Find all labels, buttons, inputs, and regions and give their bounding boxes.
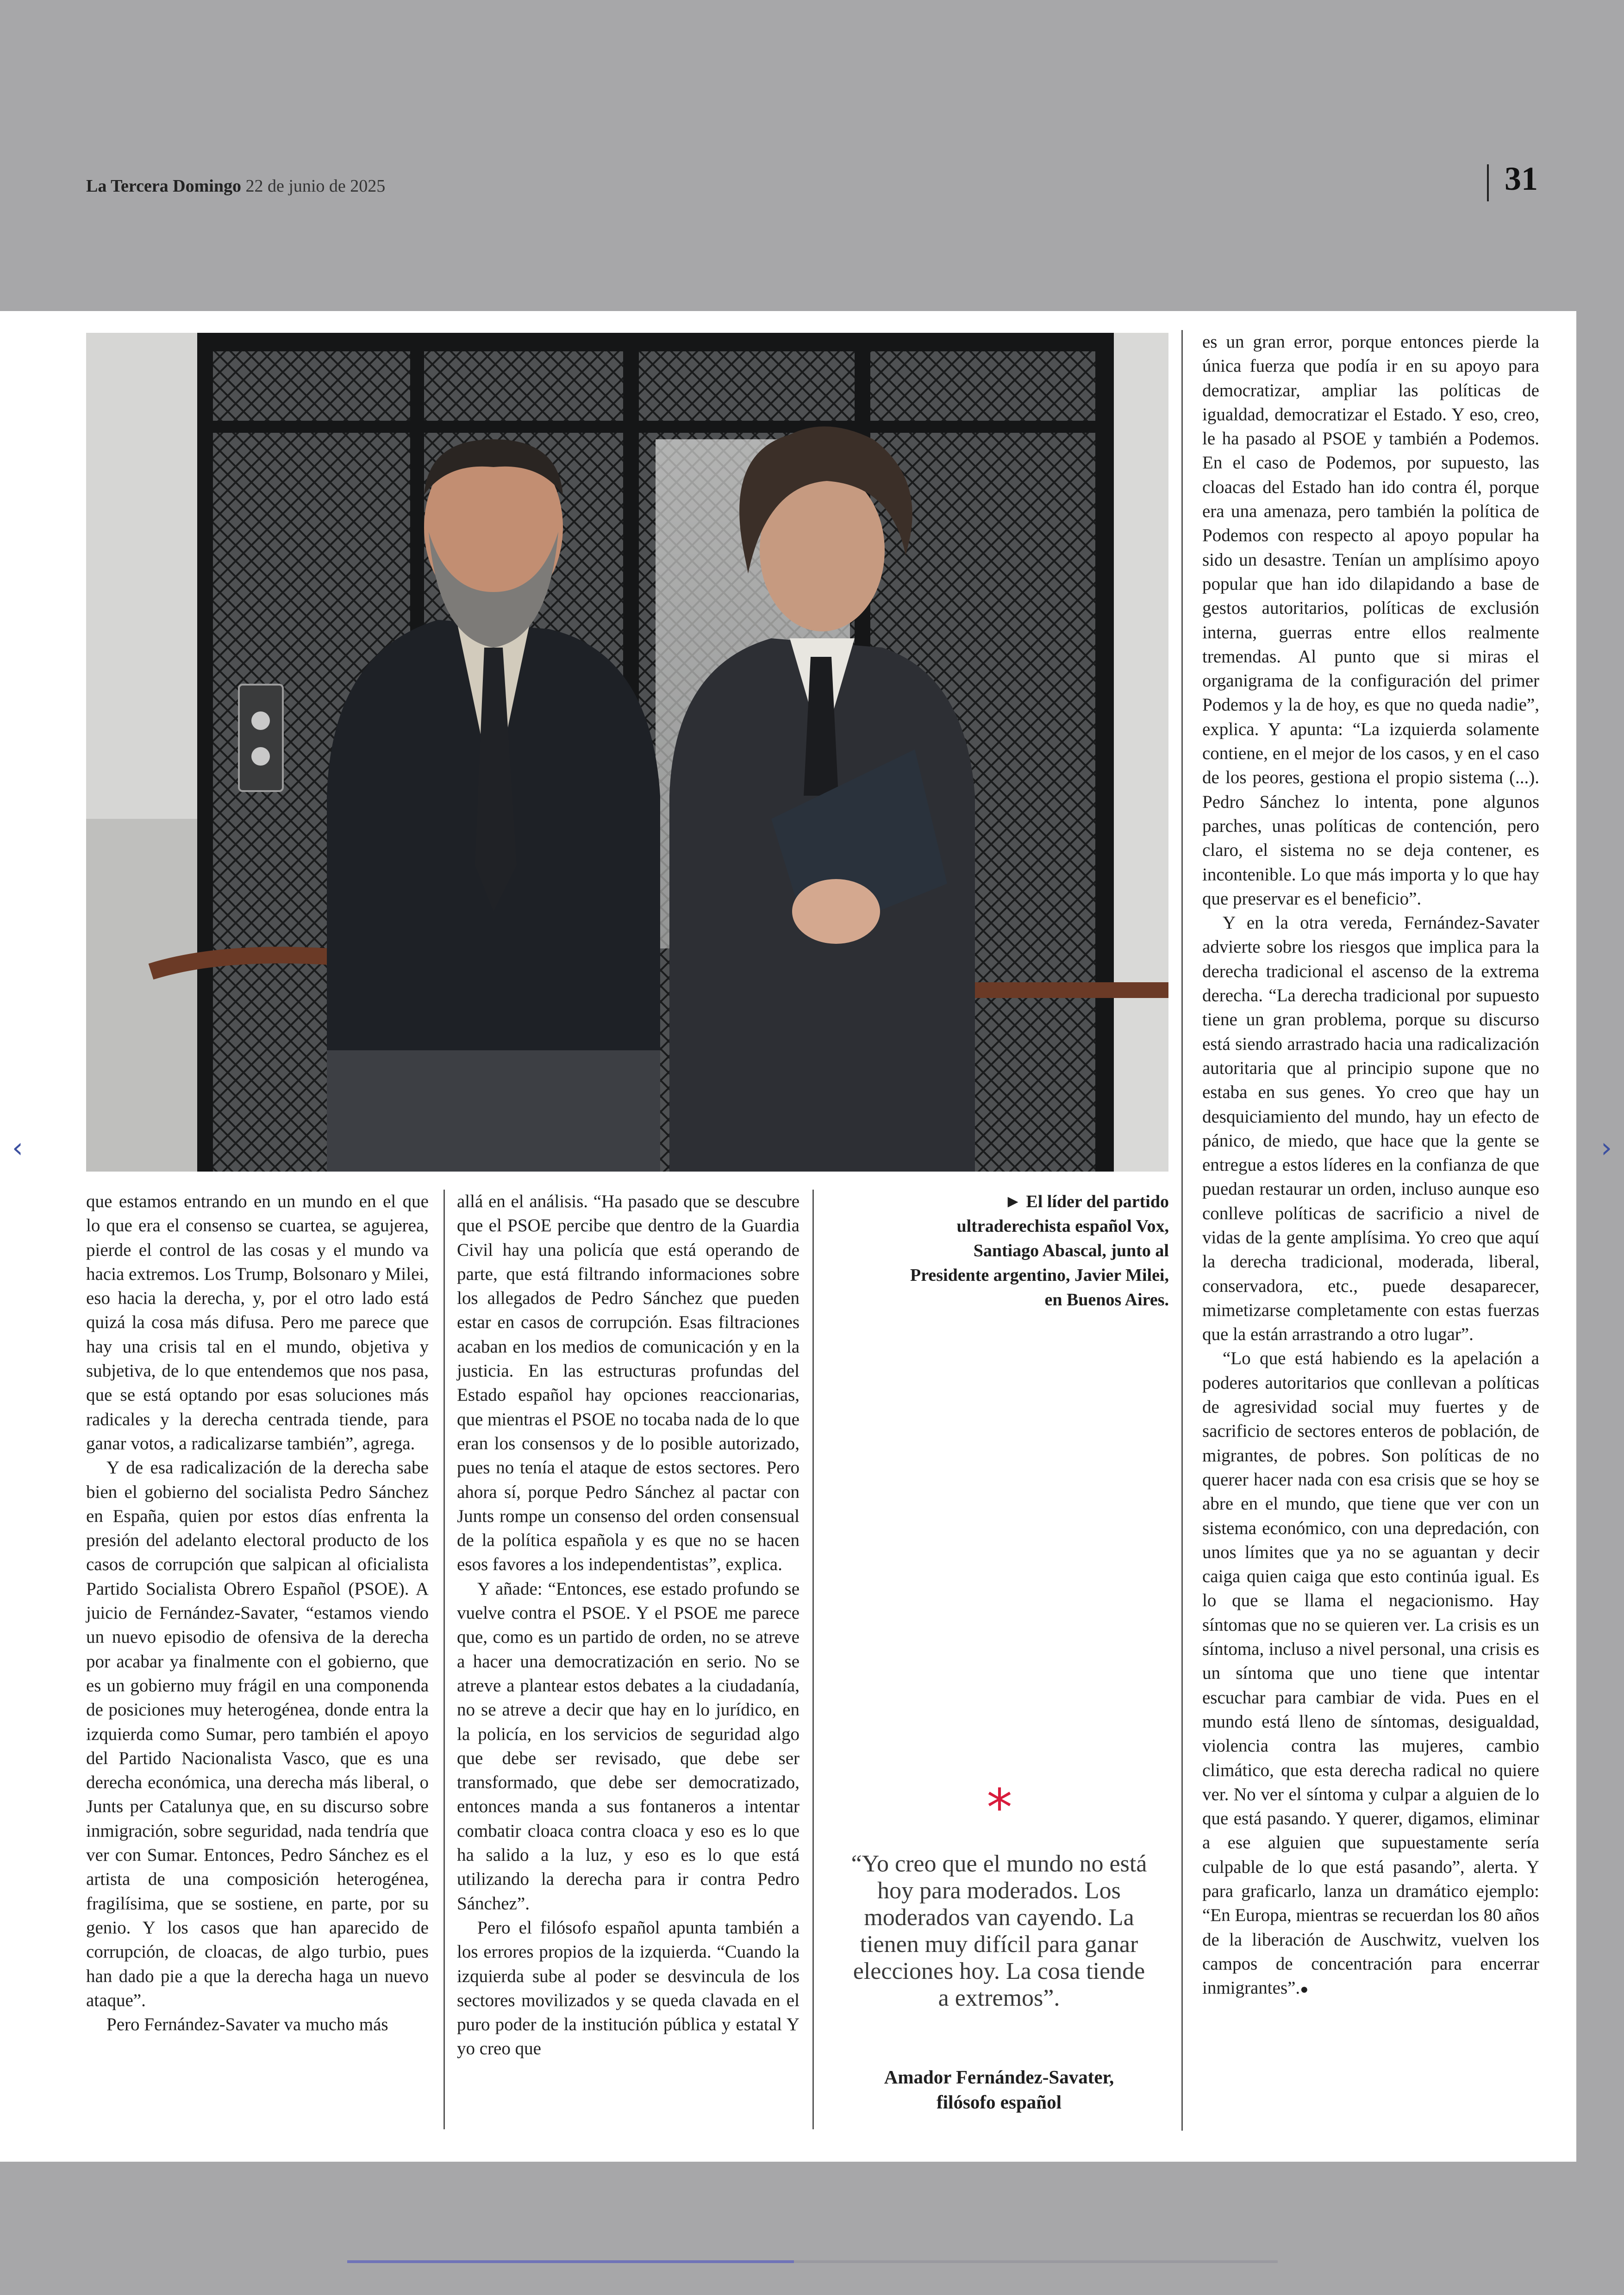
asterisk-icon: * xyxy=(987,1778,1012,1837)
publication-name: La Tercera Domingo xyxy=(86,176,241,196)
paragraph: Y añade: “Entonces, ese estado profundo se vuelve contra el PSOE. Y el PSOE me parece que, como es un partido de orden, no se atreve a hacer una democratización en serio. No se atreve a plantear estos debates a la ciudadanía, no se atreve a decir que hay en lo jurídico, en la policía, en los servicios de seguridad algo que debe ser revisado, que debe ser transformado, que debe ser democratizado, entonces manda a sus fontaneros a intentar combatir cloaca contra cloaca y eso es lo que ha salido a la luz, y eso es lo que está utilizando la derecha para ir contra Pedro Sánchez”. xyxy=(457,1578,800,1914)
column-divider xyxy=(812,1190,814,2129)
page-number: 31 xyxy=(1505,160,1538,197)
column-divider xyxy=(1181,330,1183,2131)
end-of-article-icon: ● xyxy=(1300,1982,1309,1997)
paragraph: Pero el filósofo español apunta también a los errores propios de la izquierda. “Cuando la izquierda sube al poder se desvincula de los sectores movilizados y se queda clavada en el puro poder de la institución pública y estatal Y yo creo que xyxy=(457,1917,800,2059)
paragraph-text: “Lo que está habiendo es la apelación a poderes autoritarios que conllevan a políticas de agresividad social muy fuertes y de sacrificio de sectores enteros de población, de migrantes, de pobres. Son políticas de no querer hacer nada con esa crisis que se hoy se abre en el mundo, que tiene que ver con un sistema económico, con una depredación, con unos límites que ya no se aguantan y decir caiga quien caiga que esto continúa igual. Es lo que se llama el negacionismo. Hay síntomas que no se quieren ver. La crisis es un síntoma, incluso a nivel personal, una crisis es un síntoma que uno tiene que intentar escuchar para cambiar de vida. Pues en el mundo está lleno de síntomas, desigualdad, violencia contra las mujeres, cambio climático, que esta derecha radical no quiere ver. No ver el síntoma y culpar a alguien de lo que está pasando. Y querer, digamos, eliminar a ese alguien que supuestamente sería culpable de lo que está pasando”, alerta. Y para graficarlo, lanza un dramático ejemplo: “En Europa, mientras se recuerdan los 80 años de la liberación de Auschwitz, vuelven los campos de concentración para encerrar inmigrantes”. xyxy=(1202,1348,1539,1998)
next-page-icon[interactable]: › xyxy=(1601,1132,1612,1164)
previous-page-icon[interactable]: ‹ xyxy=(12,1132,23,1164)
article-photo xyxy=(86,333,1168,1172)
paragraph: Y en la otra vereda, Fernández-Savater advierte sobre los riesgos que implica para la derecha tradicional el ascenso de la extrema derecha. “La derecha tradicional por supuesto tiene un gran problema, porque su discurso está siendo arrastrado hacia una radicalización autoritaria que al principio supone que no estaba en sus genes. Yo creo que hay un desquiciamiento del mundo, hay un efecto de pánico, de miedo, que hace que la gente se entregue a estos líderes en la confianza de que puedan restaurar un orden, incluso aunque eso conlleve políticas de sacrificio a nivel de vidas de la gente amplísima. Yo creo que aquí la derecha tradicional, moderada, liberal, conservadora, etc., puede desaparecer, mimetizarse completamente con estas fuerzas que la están arrastrando a otro lugar”. xyxy=(1202,913,1539,1345)
author-role: filósofo español xyxy=(937,2091,1062,2113)
column-divider xyxy=(443,1190,445,2129)
author-name: Amador Fernández-Savater, xyxy=(884,2066,1114,2088)
paragraph: Y de esa radicalización de la derecha sabe bien el gobierno del socialista Pedro Sánchez en España, quien por estos días enfrenta la presión del adelanto electoral producto de los casos de corrupción que salpican al oficialista Partido Socialista Obrero Español (PSOE). A juicio de Fernández-Savater, “estamos viendo un nuevo episodio de ofensiva de la derecha por acabar ya finalmente con el gobierno, que es un gobierno muy frágil en una componenda de posiciones muy heterogénea, donde entra la izquierda como Sumar, pero también el apoyo del Partido Nacionalista Vasco, que es una derecha económica, una derecha más liberal, o Junts per Catalunya que, en su discurso sobre inmigración, sobre seguridad, nada tendría que ver con Sumar. Entonces, Pedro Sánchez es el artista de una composición heterogénea, fragilísima, que se sostiene, en parte, por su genio. Y los casos que han aparecido de corrupción, de cloacas, de algo turbio, pues han dado pie a que la derecha haga un nuevo ataque”. xyxy=(86,1458,429,2010)
paragraph: es un gran error, porque entonces pierde la única fuerza que podía ir en su apoyo para democratizar, ampliar las políticas de igualdad, democratizar el Estado. Y eso, creo, le ha pasado al PSOE y también a Podemos. En el caso de Podemos, por supuesto, las cloacas del Estado han ido contra él, porque era una amenaza, pero también la política de Podemos con respecto al apoyo popular ha sido un desastre. Tenían un amplísimo apoyo popular que han ido dilapidando a base de gestos autoritarios, políticas de exclusión interna, guerras entre ellos realmente tremendas. Al punto que si miras el organigrama de la configuración del primer Podemos y la de hoy, es que no queda nadie”, explica. Y apunta: “La izquierda solamente contiene, en el mejor de los casos, y en el caso de los peores, gestiona el propio sistema (...). Pedro Sánchez lo intenta, pone algunos parches, unas políticas de contención, pero claro, el sistema no se deja contener, es incontenible. Lo que más importa y lo que hay que preservar es el beneficio”. xyxy=(1202,332,1539,909)
article-column-1 xyxy=(86,1190,429,2129)
reading-progress-fill xyxy=(347,2260,794,2263)
reading-progress-bar[interactable] xyxy=(347,2260,1278,2263)
page-number-divider xyxy=(1487,164,1489,201)
masthead xyxy=(86,176,385,196)
paragraph: allá en el análisis. “Ha pasado que se descubre que el PSOE percibe que dentro de la Guardia Civil hay una policía que está operando de parte, que está filtrando informaciones sobre los allegados de Pedro Sánchez que pueden estar en casos de corrupción. Esas filtraciones acaban en los medios de comunicación y en la justicia. En las estructuras profundas del Estado español hay opciones reaccionarias, que mientras el PSOE no tocaba nada de lo que eran los consensos y de lo posible autorizado, pues no tenía el ataque de estos sectores. Pero ahora sí, porque Pedro Sánchez al pactar con Junts rompe un consenso del orden consensual de la política española y es que no se hacen esos favores a los independentistas”, explica. xyxy=(457,1191,800,1575)
publication-date: 22 de junio de 2025 xyxy=(245,176,386,196)
paragraph: Pero Fernández-Savater va mucho más xyxy=(106,2014,388,2035)
pull-quote-author xyxy=(846,2064,1152,2114)
article-column-2 xyxy=(457,1190,800,2129)
two-men-photo xyxy=(86,333,1168,1172)
paragraph: que estamos entrando en un mundo en el que lo que era el consenso se cuartea, se agujerea, pierde el control de las cosas y el mundo va hacia extremos. Los Trump, Bolsonaro y Milei, eso hacia la derecha, y, por el otro lado está quizá la cosa más difusa. Pero me parece que hay una crisis tal en el mundo, objetiva y subjetiva, de lo que entendemos que nos pasa, que se está optando por esas soluciones más radicales y la derecha centrada tiende, para ganar votos, a radicalizarse también”, agrega. xyxy=(86,1191,429,1453)
photo-caption: ► El líder del partido ultraderechista español Vox, Santiago Abascal, junto al Presidente argentino, Javier Milei, en Buenos Aires. xyxy=(910,1192,1169,1310)
article-column-4 xyxy=(1202,330,1539,2135)
paragraph xyxy=(1202,1347,1539,2002)
pull-quote: “Yo creo que el mundo no está hoy para moderados. Los moderados van cayendo. La tienen muy difícil para ganar elecciones hoy. La cosa tiende a extremos”. xyxy=(851,1851,1147,2011)
